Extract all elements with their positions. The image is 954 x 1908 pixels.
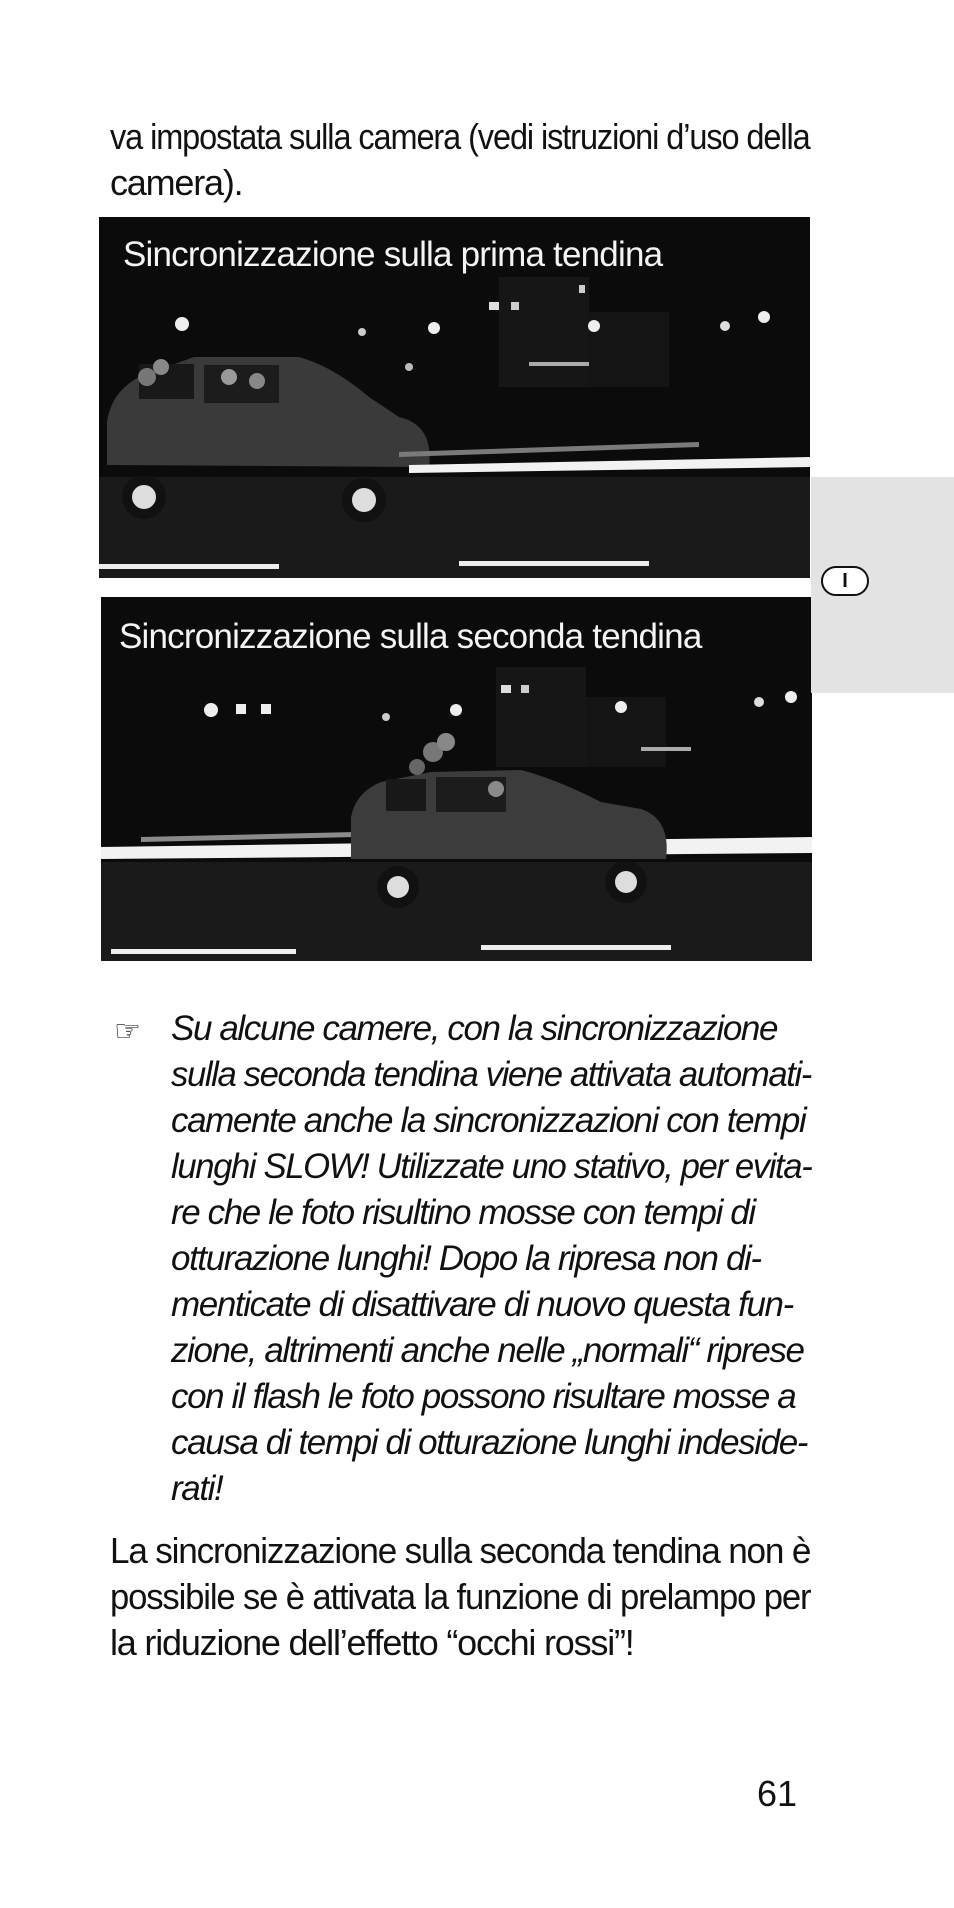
note-line: causa di tempi di otturazione lunghi indeside- xyxy=(171,1423,808,1462)
language-tab-letter: I xyxy=(821,566,869,596)
photo-first-curtain-sync xyxy=(99,217,810,578)
note-paragraph xyxy=(171,1006,811,1512)
intro-line: camera). xyxy=(110,162,243,203)
page-number: 61 xyxy=(756,1773,797,1814)
note-line: Su alcune camere, con la sincronizzazione xyxy=(171,1009,778,1048)
pointing-hand-icon: ☞ xyxy=(114,1014,141,1049)
note-line: rati! xyxy=(171,1469,223,1508)
intro-paragraph xyxy=(110,114,810,206)
note-line: menticate di disattivare di nuovo questa fun- xyxy=(171,1285,793,1324)
note-line: zione, altrimenti anche nelle „normali“ riprese xyxy=(171,1331,804,1370)
photo-caption: Sincronizzazione sulla seconda tendina xyxy=(119,617,702,656)
photo-second-curtain-sync xyxy=(101,597,812,961)
note-line: sulla seconda tendina viene attivata automati- xyxy=(171,1055,811,1094)
closing-line: La sincronizzazione sulla seconda tendina non è xyxy=(110,1530,811,1571)
closing-line: possibile se è attivata la funzione di prelampo per xyxy=(110,1576,811,1617)
closing-line: la riduzione dell’effetto “occhi rossi”! xyxy=(110,1622,634,1663)
closing-paragraph xyxy=(110,1528,810,1666)
note-line: con il flash le foto possono risultare mosse a xyxy=(171,1377,796,1416)
intro-line: va impostata sulla camera (vedi istruzioni d’uso della xyxy=(110,116,810,157)
note-line: re che le foto risultino mosse con tempi di xyxy=(171,1193,755,1232)
note-line: lunghi SLOW! Utilizzate uno stativo, per evita- xyxy=(171,1147,812,1186)
note-line: camente anche la sincronizzazioni con tempi xyxy=(171,1101,806,1140)
photo-caption: Sincronizzazione sulla prima tendina xyxy=(123,235,663,274)
note-line: otturazione lunghi! Dopo la ripresa non di- xyxy=(171,1239,761,1278)
